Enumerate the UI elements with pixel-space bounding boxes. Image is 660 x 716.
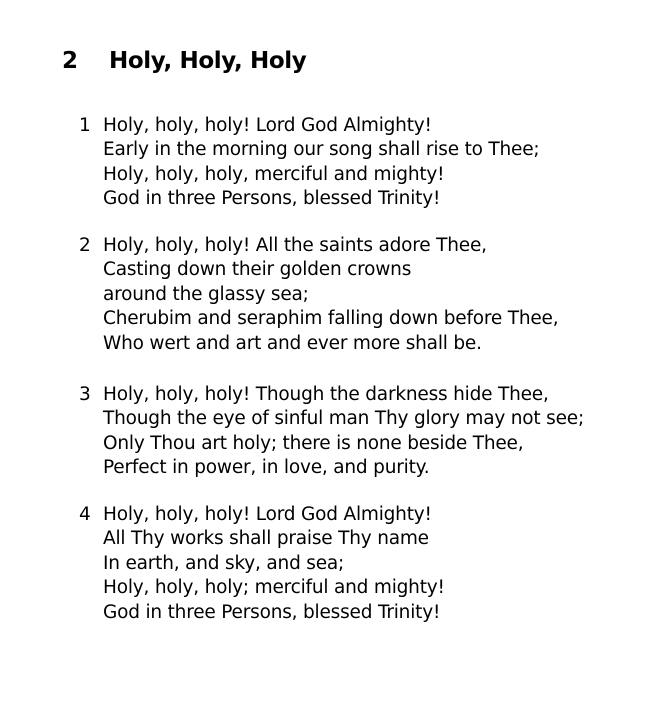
verse-lines xyxy=(103,503,445,625)
verse-line: Holy, holy, holy! Lord God Almighty! xyxy=(103,115,432,136)
verse-line: Casting down their golden crowns xyxy=(103,259,412,281)
verse-lines xyxy=(103,234,558,356)
verse-line: God in three Persons, blessed Trinity! xyxy=(103,601,441,623)
verse-line: All Thy works shall praise Thy name xyxy=(103,528,429,550)
verse-number: 4 xyxy=(79,504,91,525)
verse-line: Holy, holy, holy! All the saints adore Thee, xyxy=(103,235,487,256)
verse-3 xyxy=(79,383,584,481)
verse-line: Perfect in power, in love, and purity. xyxy=(103,457,430,479)
verse-4 xyxy=(79,503,445,625)
verse-line: Holy, holy, holy! Lord God Almighty! xyxy=(103,504,432,525)
verse-line: around the glassy sea; xyxy=(103,283,309,305)
verse-line: In earth, and sky, and sea; xyxy=(103,552,345,574)
verse-1 xyxy=(79,114,539,212)
verse-line: Cherubim and seraphim falling down before Thee, xyxy=(103,308,559,330)
verse-number: 2 xyxy=(79,235,91,256)
hymn-number: 2 xyxy=(62,48,78,74)
verse-number: 3 xyxy=(79,384,91,405)
verse-line: Only Thou art holy; there is none beside Thee, xyxy=(103,432,524,454)
verse-line: God in three Persons, blessed Trinity! xyxy=(103,188,441,210)
verse-2 xyxy=(79,234,558,356)
verse-line: Holy, holy, holy! Though the darkness hide Thee, xyxy=(103,384,549,405)
verse-lines xyxy=(103,383,584,481)
verse-line: Early in the morning our song shall rise to Thee; xyxy=(103,139,540,161)
verse-number: 1 xyxy=(79,115,91,136)
hymn-header xyxy=(62,44,306,78)
hymn-title: Holy, Holy, Holy xyxy=(109,48,307,74)
verse-line: Though the eye of sinful man Thy glory may not see; xyxy=(103,408,584,430)
verse-line: Holy, holy, holy, merciful and mighty! xyxy=(103,163,445,185)
verse-lines xyxy=(103,114,539,212)
verse-line: Who wert and art and ever more shall be. xyxy=(103,332,482,354)
verse-line: Holy, holy, holy; merciful and mighty! xyxy=(103,577,445,599)
